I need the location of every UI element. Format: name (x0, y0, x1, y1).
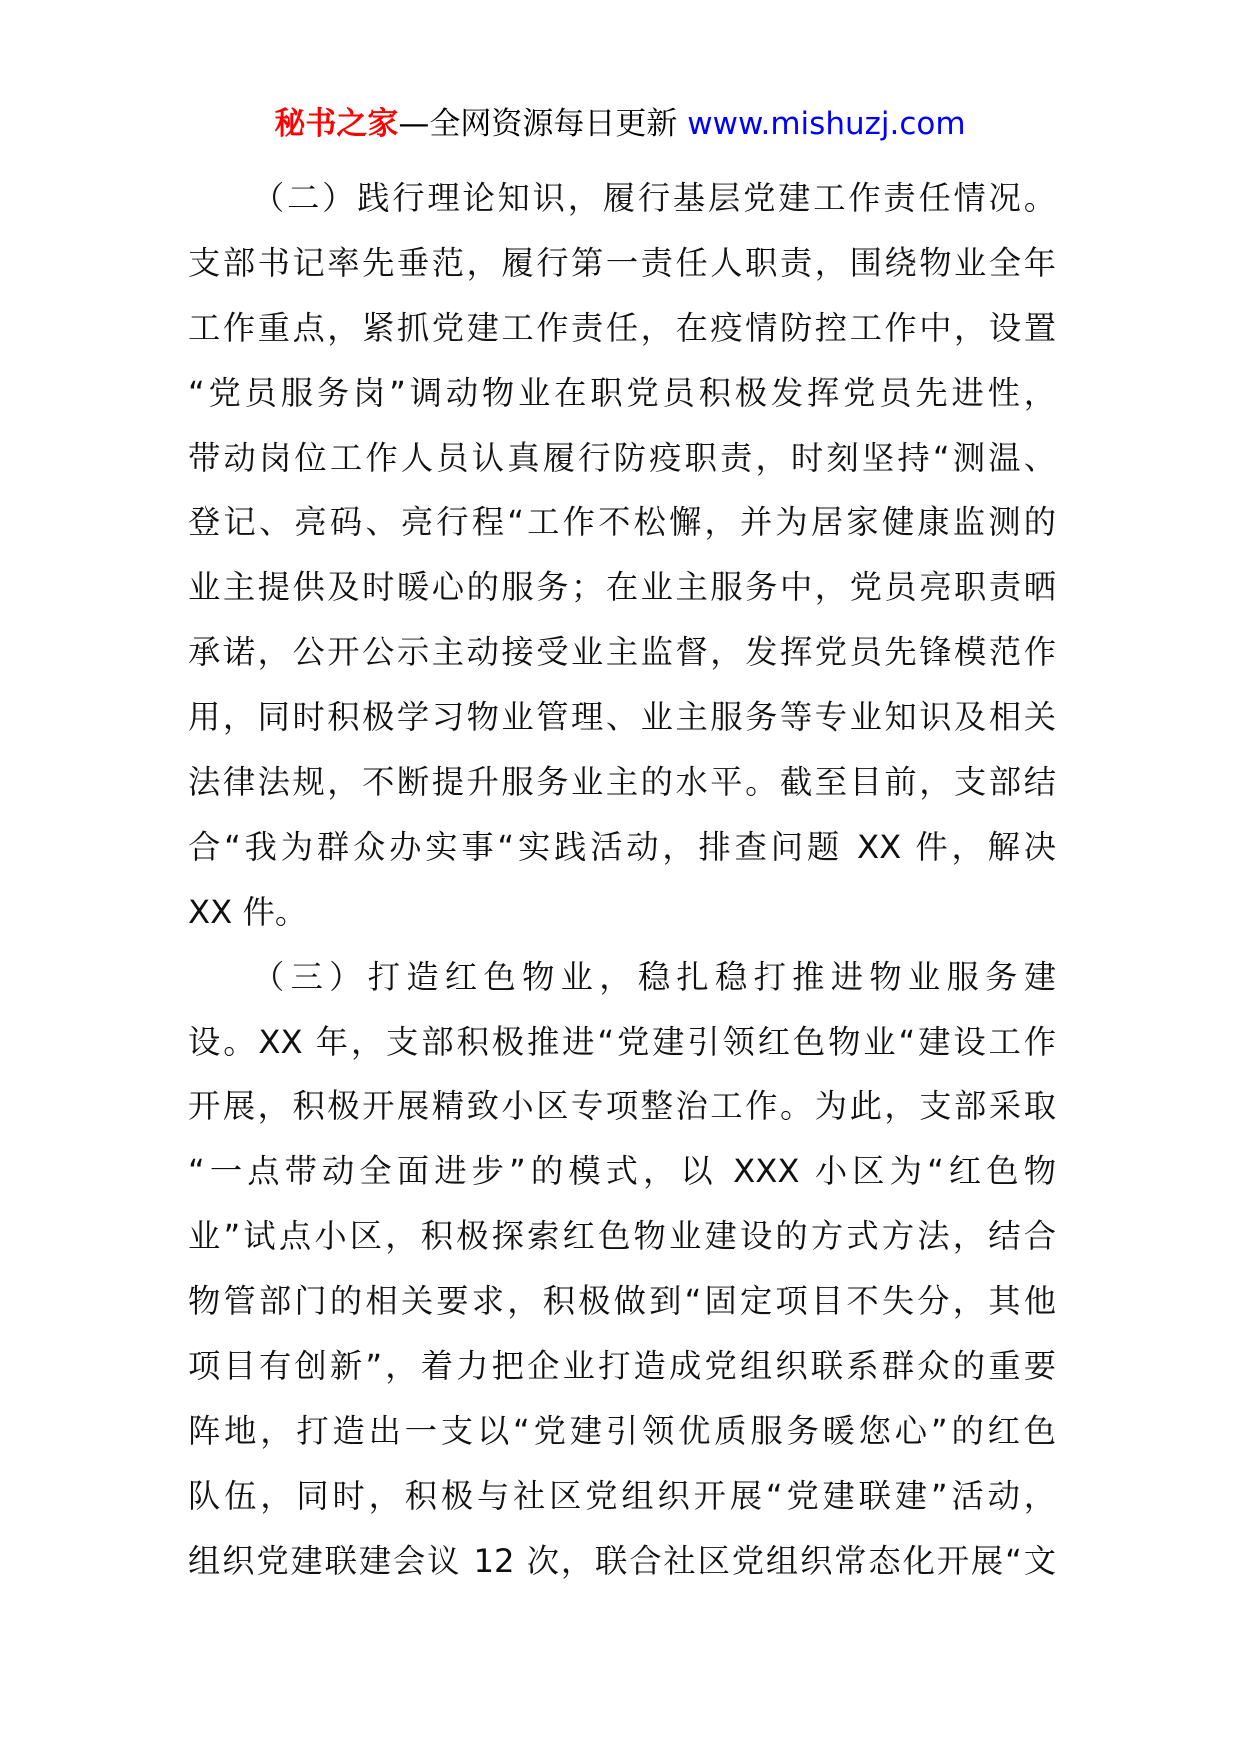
paragraph-line: 业”试点小区，积极探索红色物业建设的方式方法，结合 (188, 1217, 1056, 1256)
header-tagline: —全网资源每日更新 (398, 106, 678, 142)
paragraph-section-2 (188, 166, 1056, 945)
site-header (0, 100, 1240, 148)
paragraph-line: “一点带动全面进步”的模式，以 XXX 小区为“红色物 (188, 1152, 1056, 1191)
paragraph-section-3 (188, 945, 1056, 1594)
paragraph-line: 支部书记率先垂范，履行第一责任人职责，围绕物业全年 (188, 243, 1056, 282)
paragraph-line: 用，同时积极学习物业管理、业主服务等专业知识及相关 (188, 698, 1056, 737)
paragraph-line: XX 件。 (188, 892, 308, 931)
brand-name: 秘书之家 (274, 106, 399, 142)
paragraph-line: “党员服务岗”调动物业在职党员积极发挥党员先进性， (188, 373, 1056, 412)
paragraph-line: （二）践行理论知识，履行基层党建工作责任情况。 (252, 179, 1056, 217)
paragraph-line: 带动岗位工作人员认真履行防疫职责，时刻坚持“测温、 (188, 438, 1056, 477)
paragraph-line: （三）打造红色物业，稳扎稳打推进物业服务建 (252, 957, 1056, 996)
paragraph-line: 业主提供及时暖心的服务；在业主服务中，党员亮职责晒 (188, 568, 1056, 607)
paragraph-line: 项目有创新”，着力把企业打造成党组织联系群众的重要 (188, 1347, 1056, 1386)
paragraph-line: 工作重点，紧抓党建工作责任，在疫情防控工作中，设置 (188, 308, 1056, 347)
paragraph-line: 合“我为群众办实事“实践活动，排查问题 XX 件，解决 (188, 827, 1056, 866)
document-body (188, 166, 1056, 1594)
paragraph-line: 承诺，公开公示主动接受业主监督，发挥党员先锋模范作 (188, 633, 1056, 672)
paragraph-line: 队伍，同时，积极与社区党组织开展“党建联建”活动， (188, 1476, 1056, 1515)
paragraph-line: 法律法规，不断提升服务业主的水平。截至目前，支部结 (188, 763, 1056, 802)
paragraph-line: 设。XX 年，支部积极推进“党建引领红色物业“建设工作 (188, 1022, 1056, 1061)
paragraph-line: 开展，积极开展精致小区专项整治工作。为此，支部采取 (188, 1087, 1056, 1126)
paragraph-line: 组织党建联建会议 12 次，联合社区党组织常态化开展“文 (188, 1541, 1056, 1580)
site-url: www.mishuzj.com (687, 106, 966, 142)
paragraph-line: 物管部门的相关要求，积极做到“固定项目不失分，其他 (188, 1282, 1056, 1321)
paragraph-line: 登记、亮码、亮行程“工作不松懈，并为居家健康监测的 (188, 503, 1056, 542)
paragraph-line: 阵地，打造出一支以“党建引领优质服务暖您心”的红色 (188, 1411, 1056, 1450)
